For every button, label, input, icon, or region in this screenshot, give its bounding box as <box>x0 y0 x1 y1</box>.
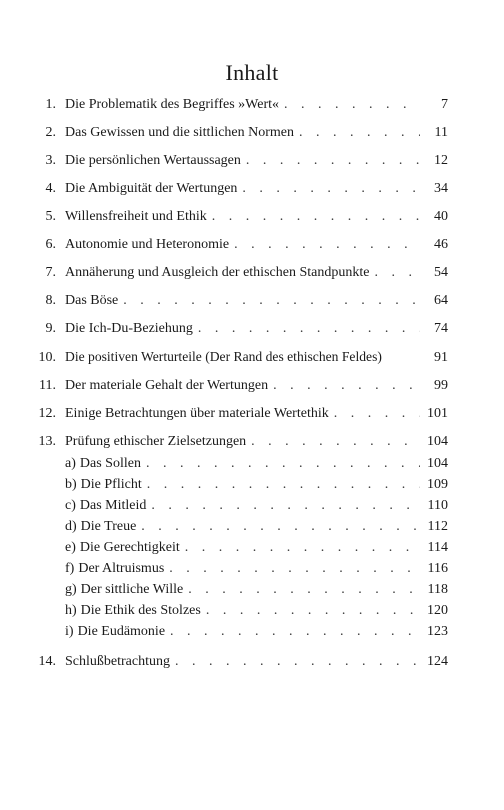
toc-page: 123 <box>427 624 448 639</box>
toc-page: 104 <box>427 456 448 471</box>
toc-title: Die Problematik des Begriffes »Wert« <box>65 97 280 112</box>
toc-number: 11. <box>39 378 56 393</box>
page-title: Inhalt <box>225 60 279 85</box>
toc-number: 10. <box>38 350 56 365</box>
toc-entry-3 <box>28 152 448 170</box>
toc-page: 124 <box>427 654 448 669</box>
dot-leader <box>147 476 420 494</box>
toc-page: 11 <box>434 125 448 140</box>
toc-page: 46 <box>434 237 448 252</box>
toc-number: 5. <box>45 209 56 224</box>
toc-entry-1 <box>28 96 448 114</box>
dot-leader <box>273 377 420 395</box>
toc-title: Prüfung ethischer Zielsetzungen <box>65 434 247 449</box>
toc-sub-title: Die Treue <box>80 519 137 534</box>
toc-page: 118 <box>427 582 448 597</box>
toc-page: 7 <box>441 97 448 112</box>
toc-sub-title: Die Gerechtigkeit <box>79 540 180 555</box>
toc-sub-letter: f) <box>65 561 75 576</box>
toc-page: 54 <box>434 265 448 280</box>
toc-entry-13 <box>28 433 448 451</box>
dot-leader <box>374 264 420 282</box>
toc-title: Die positiven Werturteile (Der Rand des ethischen Feldes) <box>65 349 382 364</box>
toc-subentry-a <box>28 455 448 473</box>
toc-number: 12. <box>38 406 56 421</box>
toc-sub-letter: i) <box>65 624 74 639</box>
dot-leader <box>175 653 420 671</box>
toc-entry-2 <box>28 124 448 142</box>
toc-page: 114 <box>427 540 448 555</box>
toc-sub-title: Das Mitleid <box>79 498 147 513</box>
toc-sub-letter: a) <box>65 456 76 471</box>
dot-leader <box>242 180 420 198</box>
toc-entry-8 <box>28 292 448 310</box>
dot-leader <box>185 539 420 557</box>
toc-entry-14 <box>28 653 448 671</box>
toc-number: 7. <box>45 265 56 280</box>
dot-leader <box>146 455 420 473</box>
toc-page: 64 <box>434 293 448 308</box>
toc-title: Die Ich-Du-Beziehung <box>65 321 193 336</box>
toc-number: 1. <box>45 97 56 112</box>
toc-entry-7 <box>28 264 448 282</box>
toc-subentry-h <box>28 602 448 620</box>
dot-leader <box>284 96 420 114</box>
toc-subentry-c <box>28 497 448 515</box>
toc-subentry-d <box>28 518 448 536</box>
toc-page: 74 <box>434 321 448 336</box>
dot-leader <box>334 405 420 423</box>
toc-number: 6. <box>45 237 56 252</box>
toc-page: 116 <box>427 561 448 576</box>
toc-entry-5 <box>28 208 448 226</box>
dot-leader <box>170 623 420 641</box>
toc-subentry-g <box>28 581 448 599</box>
toc-title: Schlußbetrachtung <box>65 654 170 669</box>
dot-leader <box>198 320 420 338</box>
toc-title: Der materiale Gehalt der Wertungen <box>65 378 269 393</box>
toc-page: 104 <box>427 434 448 449</box>
toc-title: Die Ambiguität der Wertungen <box>65 181 238 196</box>
toc-sub-letter: c) <box>65 498 76 513</box>
toc-page: 12 <box>434 153 448 168</box>
toc-number: 8. <box>45 293 56 308</box>
toc-sub-title: Die Ethik des Stolzes <box>80 603 201 618</box>
toc-number: 3. <box>45 153 56 168</box>
dot-leader <box>169 560 420 578</box>
toc-sub-title: Die Pflicht <box>80 477 142 492</box>
toc-number: 4. <box>45 181 56 196</box>
dot-leader <box>212 208 420 226</box>
table-of-contents <box>28 96 448 671</box>
toc-sub-title: Das Sollen <box>79 456 141 471</box>
toc-number: 9. <box>45 321 56 336</box>
toc-entry-9 <box>28 320 448 338</box>
toc-subentry-e <box>28 539 448 557</box>
dot-leader <box>188 581 420 599</box>
toc-number: 14. <box>38 654 56 669</box>
toc-entry-12 <box>28 405 448 423</box>
dot-leader <box>246 152 420 170</box>
toc-number: 13. <box>38 434 56 449</box>
toc-sub-letter: d) <box>65 519 77 534</box>
toc-sub-title: Der sittliche Wille <box>80 582 184 597</box>
toc-sub-letter: b) <box>65 477 77 492</box>
toc-page: 110 <box>427 498 448 513</box>
toc-page: 109 <box>427 477 448 492</box>
toc-subentry-i <box>28 623 448 641</box>
dot-leader <box>206 602 420 620</box>
toc-title: Einige Betrachtungen über materiale Wertethik <box>65 406 329 421</box>
toc-title: Willensfreiheit und Ethik <box>65 209 207 224</box>
toc-page: 40 <box>434 209 448 224</box>
toc-sub-title: Der Altruismus <box>78 561 165 576</box>
toc-title: Autonomie und Heteronomie <box>65 237 230 252</box>
toc-page: 120 <box>427 603 448 618</box>
dot-leader <box>251 433 420 451</box>
toc-page: 112 <box>427 519 448 534</box>
toc-entry-6 <box>28 236 448 254</box>
toc-page: 91 <box>434 350 448 365</box>
toc-entry-4 <box>28 180 448 198</box>
dot-leader <box>299 124 420 142</box>
toc-title: Die persönlichen Wertaussagen <box>65 153 241 168</box>
dot-leader <box>141 518 420 536</box>
toc-title: Annäherung und Ausgleich der ethischen Standpunkte <box>65 265 370 280</box>
dot-leader <box>234 236 420 254</box>
toc-title: Das Gewissen und die sittlichen Normen <box>65 125 295 140</box>
dot-leader <box>151 497 420 515</box>
toc-sub-letter: g) <box>65 582 77 597</box>
toc-page: 99 <box>434 378 448 393</box>
toc-page: 34 <box>434 181 448 196</box>
toc-page: 101 <box>427 406 448 421</box>
toc-sub-letter: e) <box>65 540 76 555</box>
toc-entry-10 <box>28 348 448 367</box>
toc-sub-title: Die Eudämonie <box>77 624 166 639</box>
toc-subentry-f <box>28 560 448 578</box>
toc-number: 2. <box>45 125 56 140</box>
dot-leader <box>123 292 420 310</box>
toc-title: Das Böse <box>65 293 119 308</box>
toc-sub-letter: h) <box>65 603 77 618</box>
toc-entry-11 <box>28 377 448 395</box>
toc-subentry-b <box>28 476 448 494</box>
